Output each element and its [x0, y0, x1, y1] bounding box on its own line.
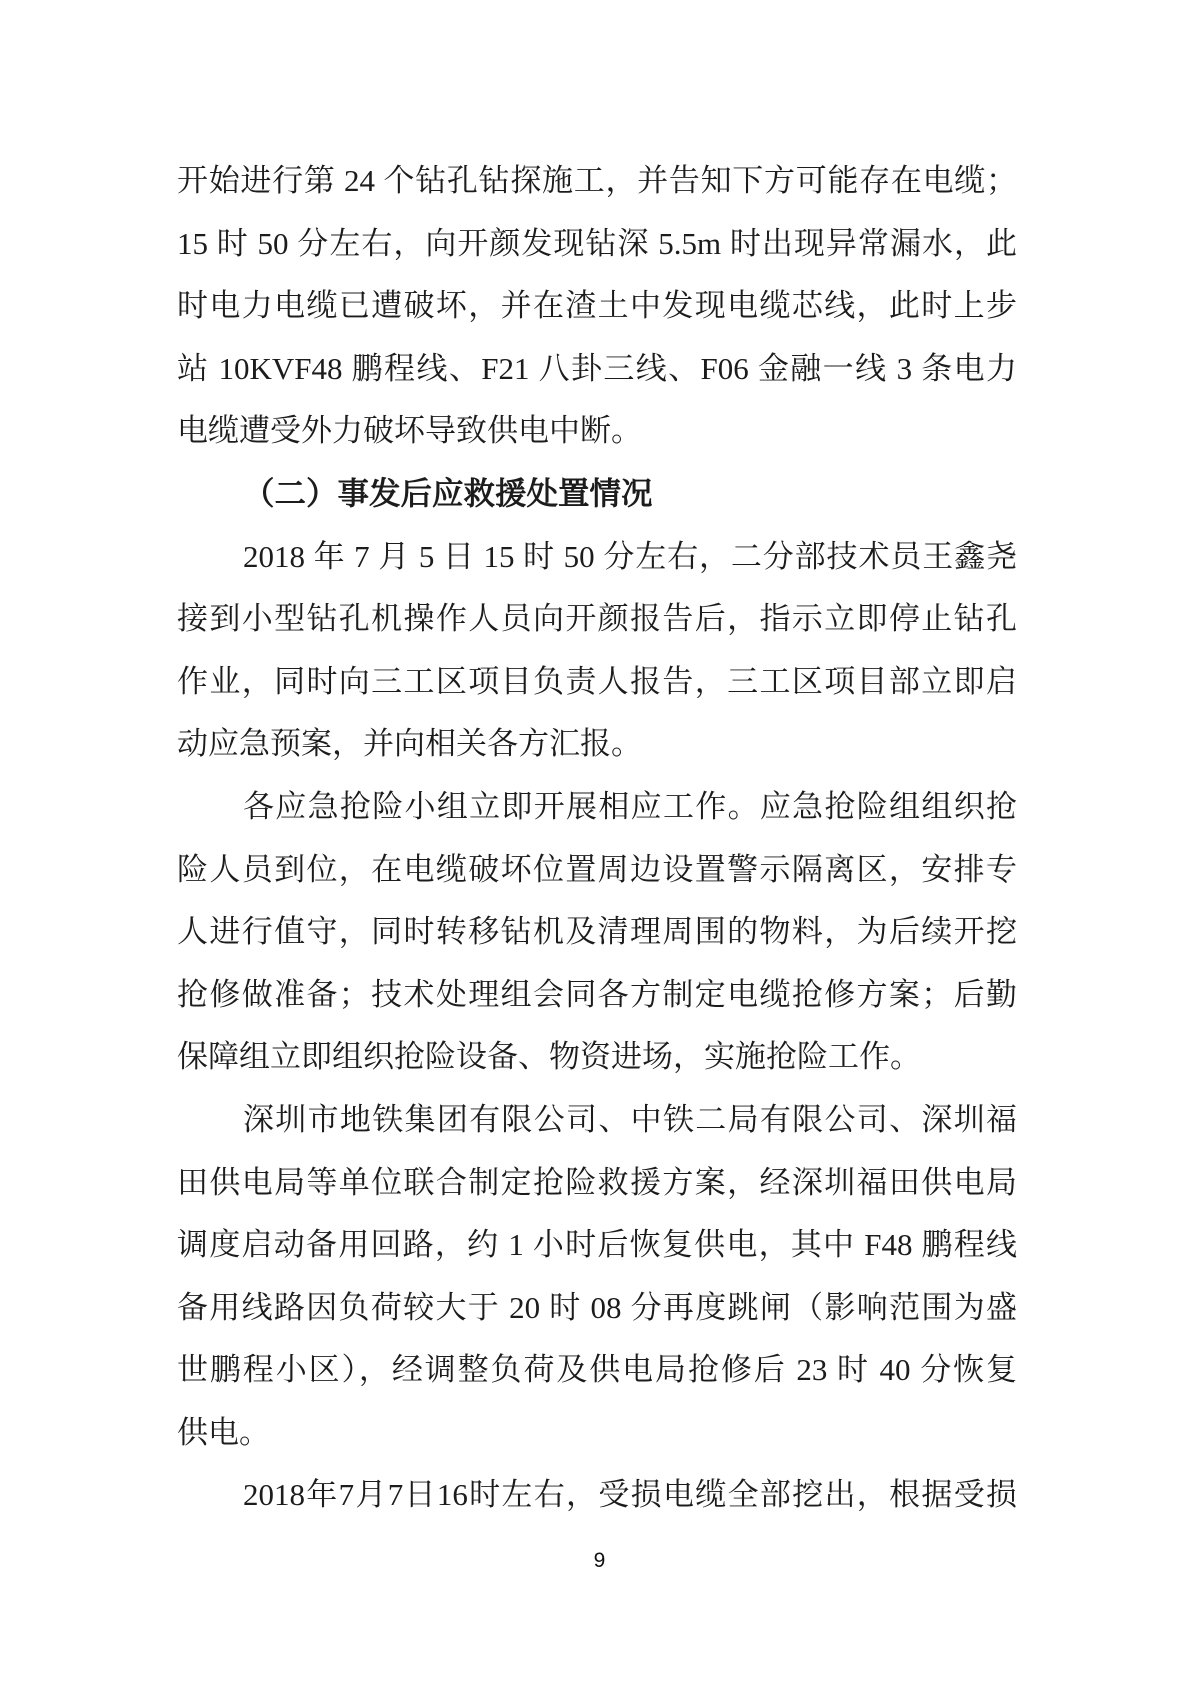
paragraph [177, 1464, 1017, 1527]
paragraph [177, 776, 1017, 1089]
text-line: 15 时 50 分左右，向开颜发现钻深 5.5m 时出现异常漏水，此 [177, 225, 1017, 261]
text-line: 深圳市地铁集团有限公司、中铁二局有限公司、深圳福 [243, 1101, 1017, 1137]
text-line: 抢修做准备；技术处理组会同各方制定电缆抢修方案；后勤 [177, 976, 1017, 1012]
text-line: 接到小型钻孔机操作人员向开颜报告后，指示立即停止钻孔 [177, 601, 1017, 637]
text-line: 备用线路因负荷较大于 20 时 08 分再度跳闸（影响范围为盛 [177, 1289, 1017, 1325]
text-line: 开始进行第 24 个钻孔钻探施工，并告知下方可能存在电缆； [177, 163, 1017, 198]
text-line: 人进行值守，同时转移钻机及清理周围的物料，为后续开挖 [177, 914, 1017, 950]
text-line: 保障组立即组织抢险设备、物资进场，实施抢险工作。 [177, 1039, 921, 1075]
paragraph [177, 526, 1017, 776]
section-heading [177, 463, 1017, 526]
paragraph [177, 150, 1017, 463]
text-line: 2018 年 7 月 5 日 15 时 50 分左右，二分部技术员王鑫尧 [243, 538, 1017, 574]
text-line: 调度启动备用回路，约 1 小时后恢复供电，其中 F48 鹏程线 [177, 1227, 1017, 1263]
heading-line: （二）事发后应救援处置情况 [243, 475, 653, 511]
text-line: 时电力电缆已遭破坏，并在渣土中发现电缆芯线，此时上步 [177, 288, 1017, 324]
text-line: 站 10KVF48 鹏程线、F21 八卦三线、F06 金融一线 3 条电力 [177, 350, 1017, 386]
document-body [177, 150, 1017, 1527]
text-line: 田供电局等单位联合制定抢险救援方案，经深圳福田供电局 [177, 1164, 1017, 1200]
text-line: 险人员到位，在电缆破坏位置周边设置警示隔离区，安排专 [177, 851, 1017, 887]
text-line: 电缆遭受外力破坏导致供电中断。 [177, 413, 642, 449]
text-line: 2018年7月7日16时左右，受损电缆全部挖出，根据受损 [243, 1477, 1017, 1513]
text-line: 各应急抢险小组立即开展相应工作。应急抢险组组织抢 [243, 788, 1017, 824]
paragraph [177, 1089, 1017, 1465]
text-line: 动应急预案，并向相关各方汇报。 [177, 726, 642, 762]
page-number: 9 [593, 1549, 606, 1572]
text-line: 供电。 [177, 1414, 270, 1450]
text-line: 作业，同时向三工区项目负责人报告，三工区项目部立即启 [177, 663, 1017, 699]
page-footer [0, 1547, 1199, 1575]
text-line: 世鹏程小区），经调整负荷及供电局抢修后 23 时 40 分恢复 [177, 1352, 1017, 1388]
